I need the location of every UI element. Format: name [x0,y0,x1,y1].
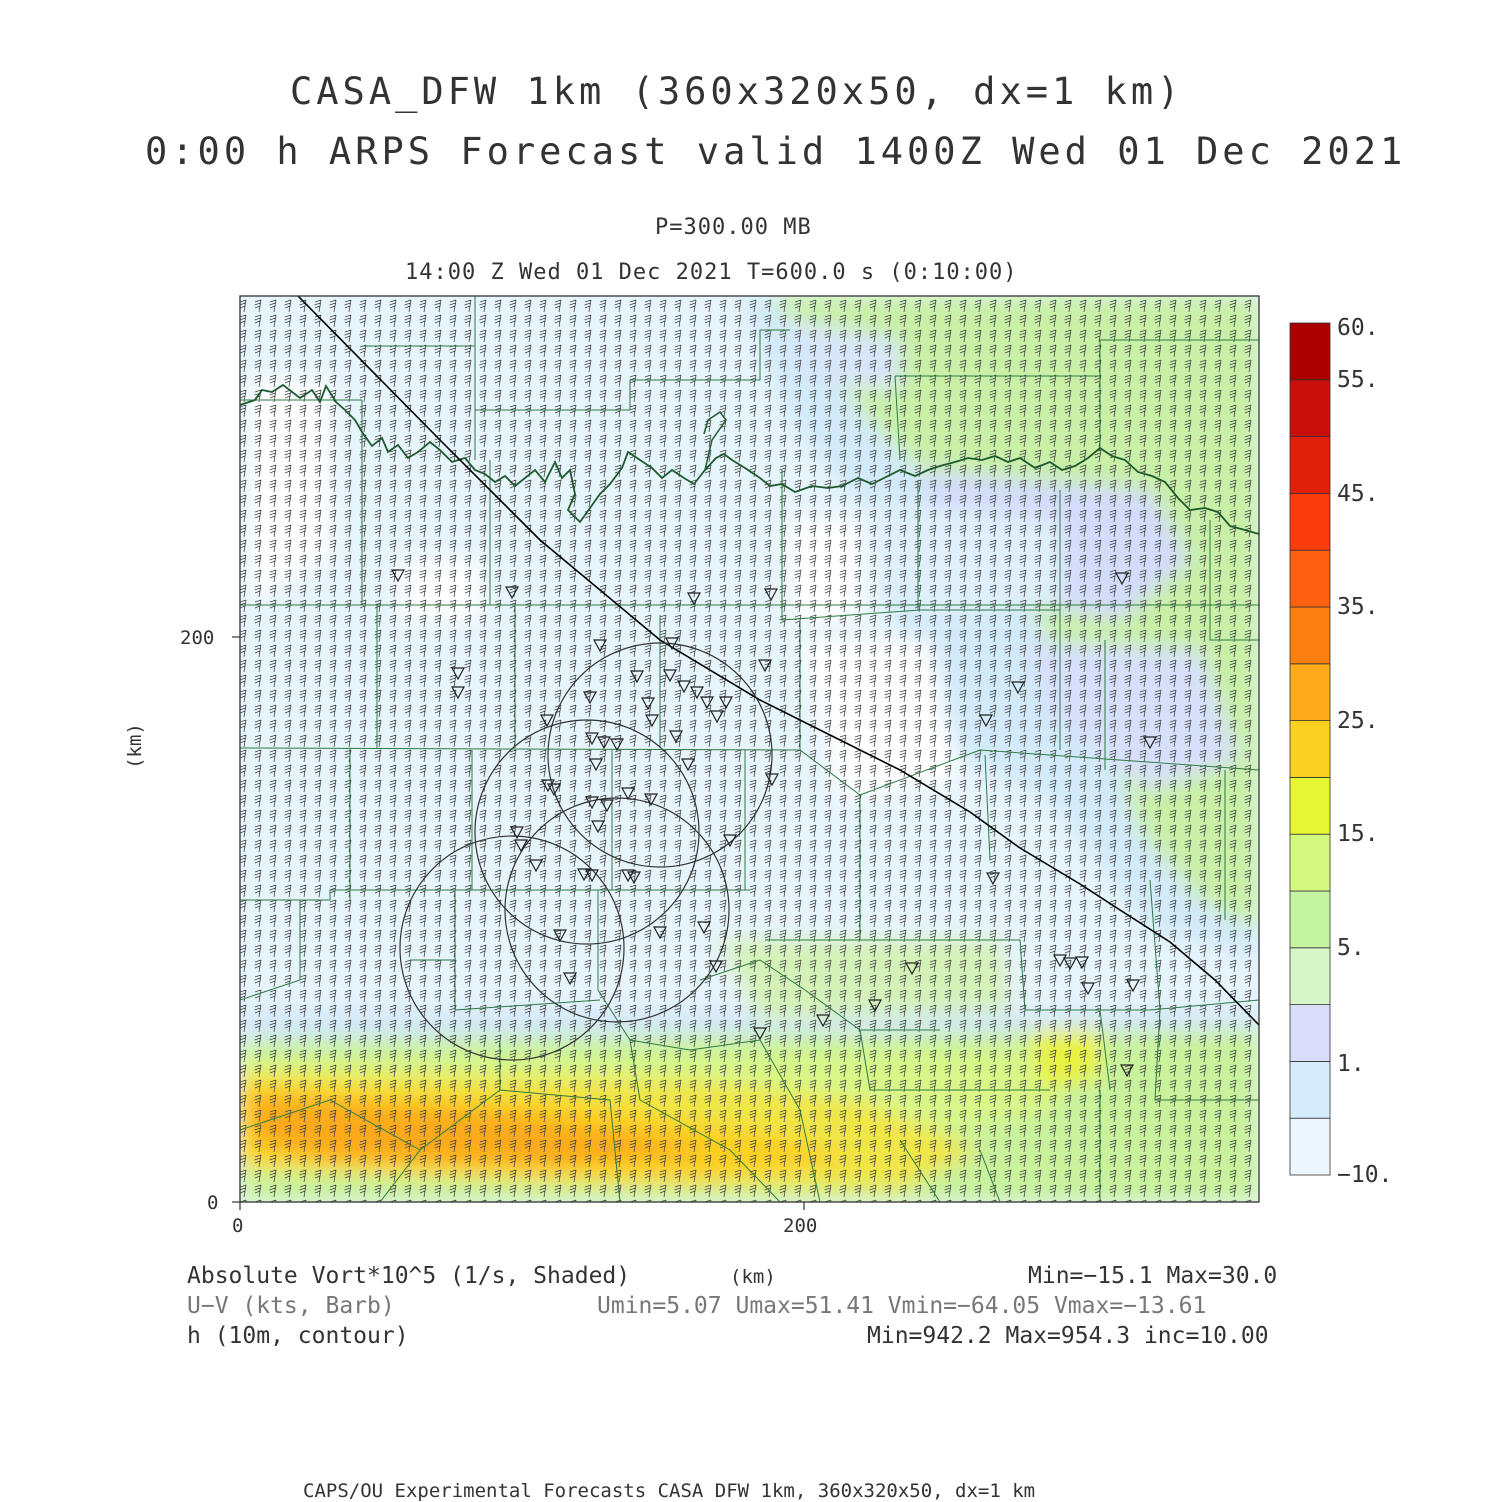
title-line-2: 0:00 h ARPS Forecast valid 1400Z Wed 01 Dec 2021 [145,130,1407,173]
valid-time: 14:00 Z Wed 01 Dec 2021 T=600.0 s (0:10:00) [405,260,1018,285]
title-line-1: CASA_DFW 1km (360x320x50, dx=1 km) [290,70,1184,113]
y-tick-0: 0 [207,1192,219,1214]
colorbar-label: 55. [1337,367,1379,393]
x-tick-0: 0 [232,1215,244,1237]
colorbar-swatch [1290,1061,1330,1118]
x-axis-label: (km) [730,1266,776,1288]
colorbar-label: 25. [1337,708,1379,734]
y-axis-label: (km) [123,723,146,769]
field-shaded-stats: Min=−15.1 Max=30.0 [1028,1263,1278,1289]
colorbar-swatch [1290,607,1330,664]
colorbar-swatch [1290,380,1330,437]
colorbar-swatch [1290,777,1330,834]
field-barb-label: U−V (kts, Barb) [187,1293,395,1319]
colorbar-label: 5. [1337,935,1365,961]
colorbar-label: 45. [1337,481,1379,507]
colorbar-swatch [1290,493,1330,550]
field-contour-label: h (10m, contour) [187,1323,409,1349]
field-shaded-label: Absolute Vort*10^5 (1/s, Shaded) [187,1263,631,1289]
colorbar-swatch [1290,550,1330,607]
colorbar-label: 15. [1337,821,1379,847]
colorbar-swatch [1290,664,1330,721]
colorbar-swatch [1290,1118,1330,1175]
colorbar-label: 60. [1337,315,1379,341]
pressure-level: P=300.00 MB [655,215,812,240]
x-tick-200: 200 [783,1215,818,1237]
colorbar-swatch [1290,834,1330,891]
colorbar-label: 35. [1337,594,1379,620]
y-tick-200: 200 [180,627,215,649]
colorbar-swatch [1290,891,1330,948]
field-contour-stats: Min=942.2 Max=954.3 inc=10.00 [867,1323,1269,1349]
colorbar-swatch [1290,437,1330,494]
colorbar-swatch [1290,948,1330,1005]
field-barb-stats: Umin=5.07 Umax=51.41 Vmin=−64.05 Vmax=−13.61 [597,1293,1207,1319]
colorbar-swatch [1290,1005,1330,1062]
colorbar-swatch [1290,323,1330,380]
colorbar [1290,323,1330,1175]
credit-line: CAPS/OU Experimental Forecasts CASA DFW 1km, 360x320x50, dx=1 km [303,1480,1036,1502]
colorbar-label: 1. [1337,1051,1365,1077]
colorbar-swatch [1290,721,1330,778]
colorbar-label: −10. [1337,1162,1393,1188]
